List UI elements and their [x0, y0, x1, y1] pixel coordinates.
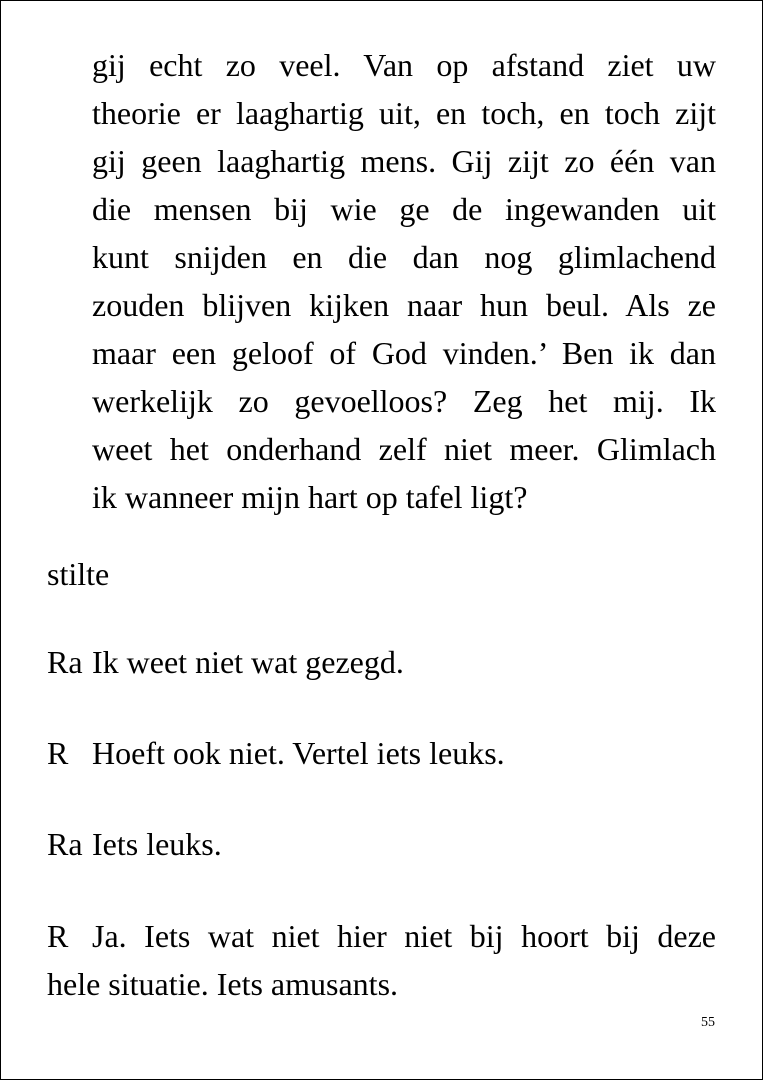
text-line: gij geen laaghartig mens. Gij zijt zo één van — [92, 143, 716, 179]
text-line: die mensen bij wie ge de ingewanden uit — [92, 191, 716, 227]
page-number: 55 — [701, 1015, 715, 1030]
text-line: gij echt zo veel. Van op afstand ziet uw — [92, 47, 716, 83]
speaker-label: Ra — [47, 644, 83, 680]
text-line: maar een geloof of God vinden.’ Ben ik dan — [92, 335, 716, 371]
dialogue-text: Ik weet niet wat gezegd. — [92, 644, 404, 680]
text-line: theorie er laaghartig uit, en toch, en toch zijt — [92, 95, 716, 131]
dialogue-line — [47, 729, 716, 777]
dialogue-text: Iets leuks. — [92, 826, 222, 862]
text-line: kunt snijden en die dan nog glimlachend — [92, 239, 716, 275]
dialogue-line — [47, 912, 716, 1008]
text-line: ik wanneer mijn hart op tafel ligt? — [92, 479, 528, 515]
text-line: werkelijk zo gevoelloos? Zeg het mij. Ik — [92, 383, 716, 419]
dialogue-text: hele situatie. Iets amusants. — [47, 966, 399, 1002]
monologue-paragraph — [92, 41, 716, 521]
dialogue-text: Hoeft ook niet. Vertel iets leuks. — [92, 735, 505, 771]
text-line: weet het onderhand zelf niet meer. Glimlach — [92, 431, 716, 467]
dialogue-line — [47, 638, 716, 686]
text-line: zouden blijven kijken naar hun beul. Als ze — [92, 287, 716, 323]
stage-direction: stilte — [47, 556, 110, 592]
speaker-label: R — [47, 735, 69, 771]
speaker-label: R — [47, 918, 69, 954]
speaker-label: Ra — [47, 826, 83, 862]
dialogue-text: Ja. Iets wat niet hier niet bij hoort bij deze — [92, 918, 716, 954]
dialogue-line — [47, 820, 716, 868]
